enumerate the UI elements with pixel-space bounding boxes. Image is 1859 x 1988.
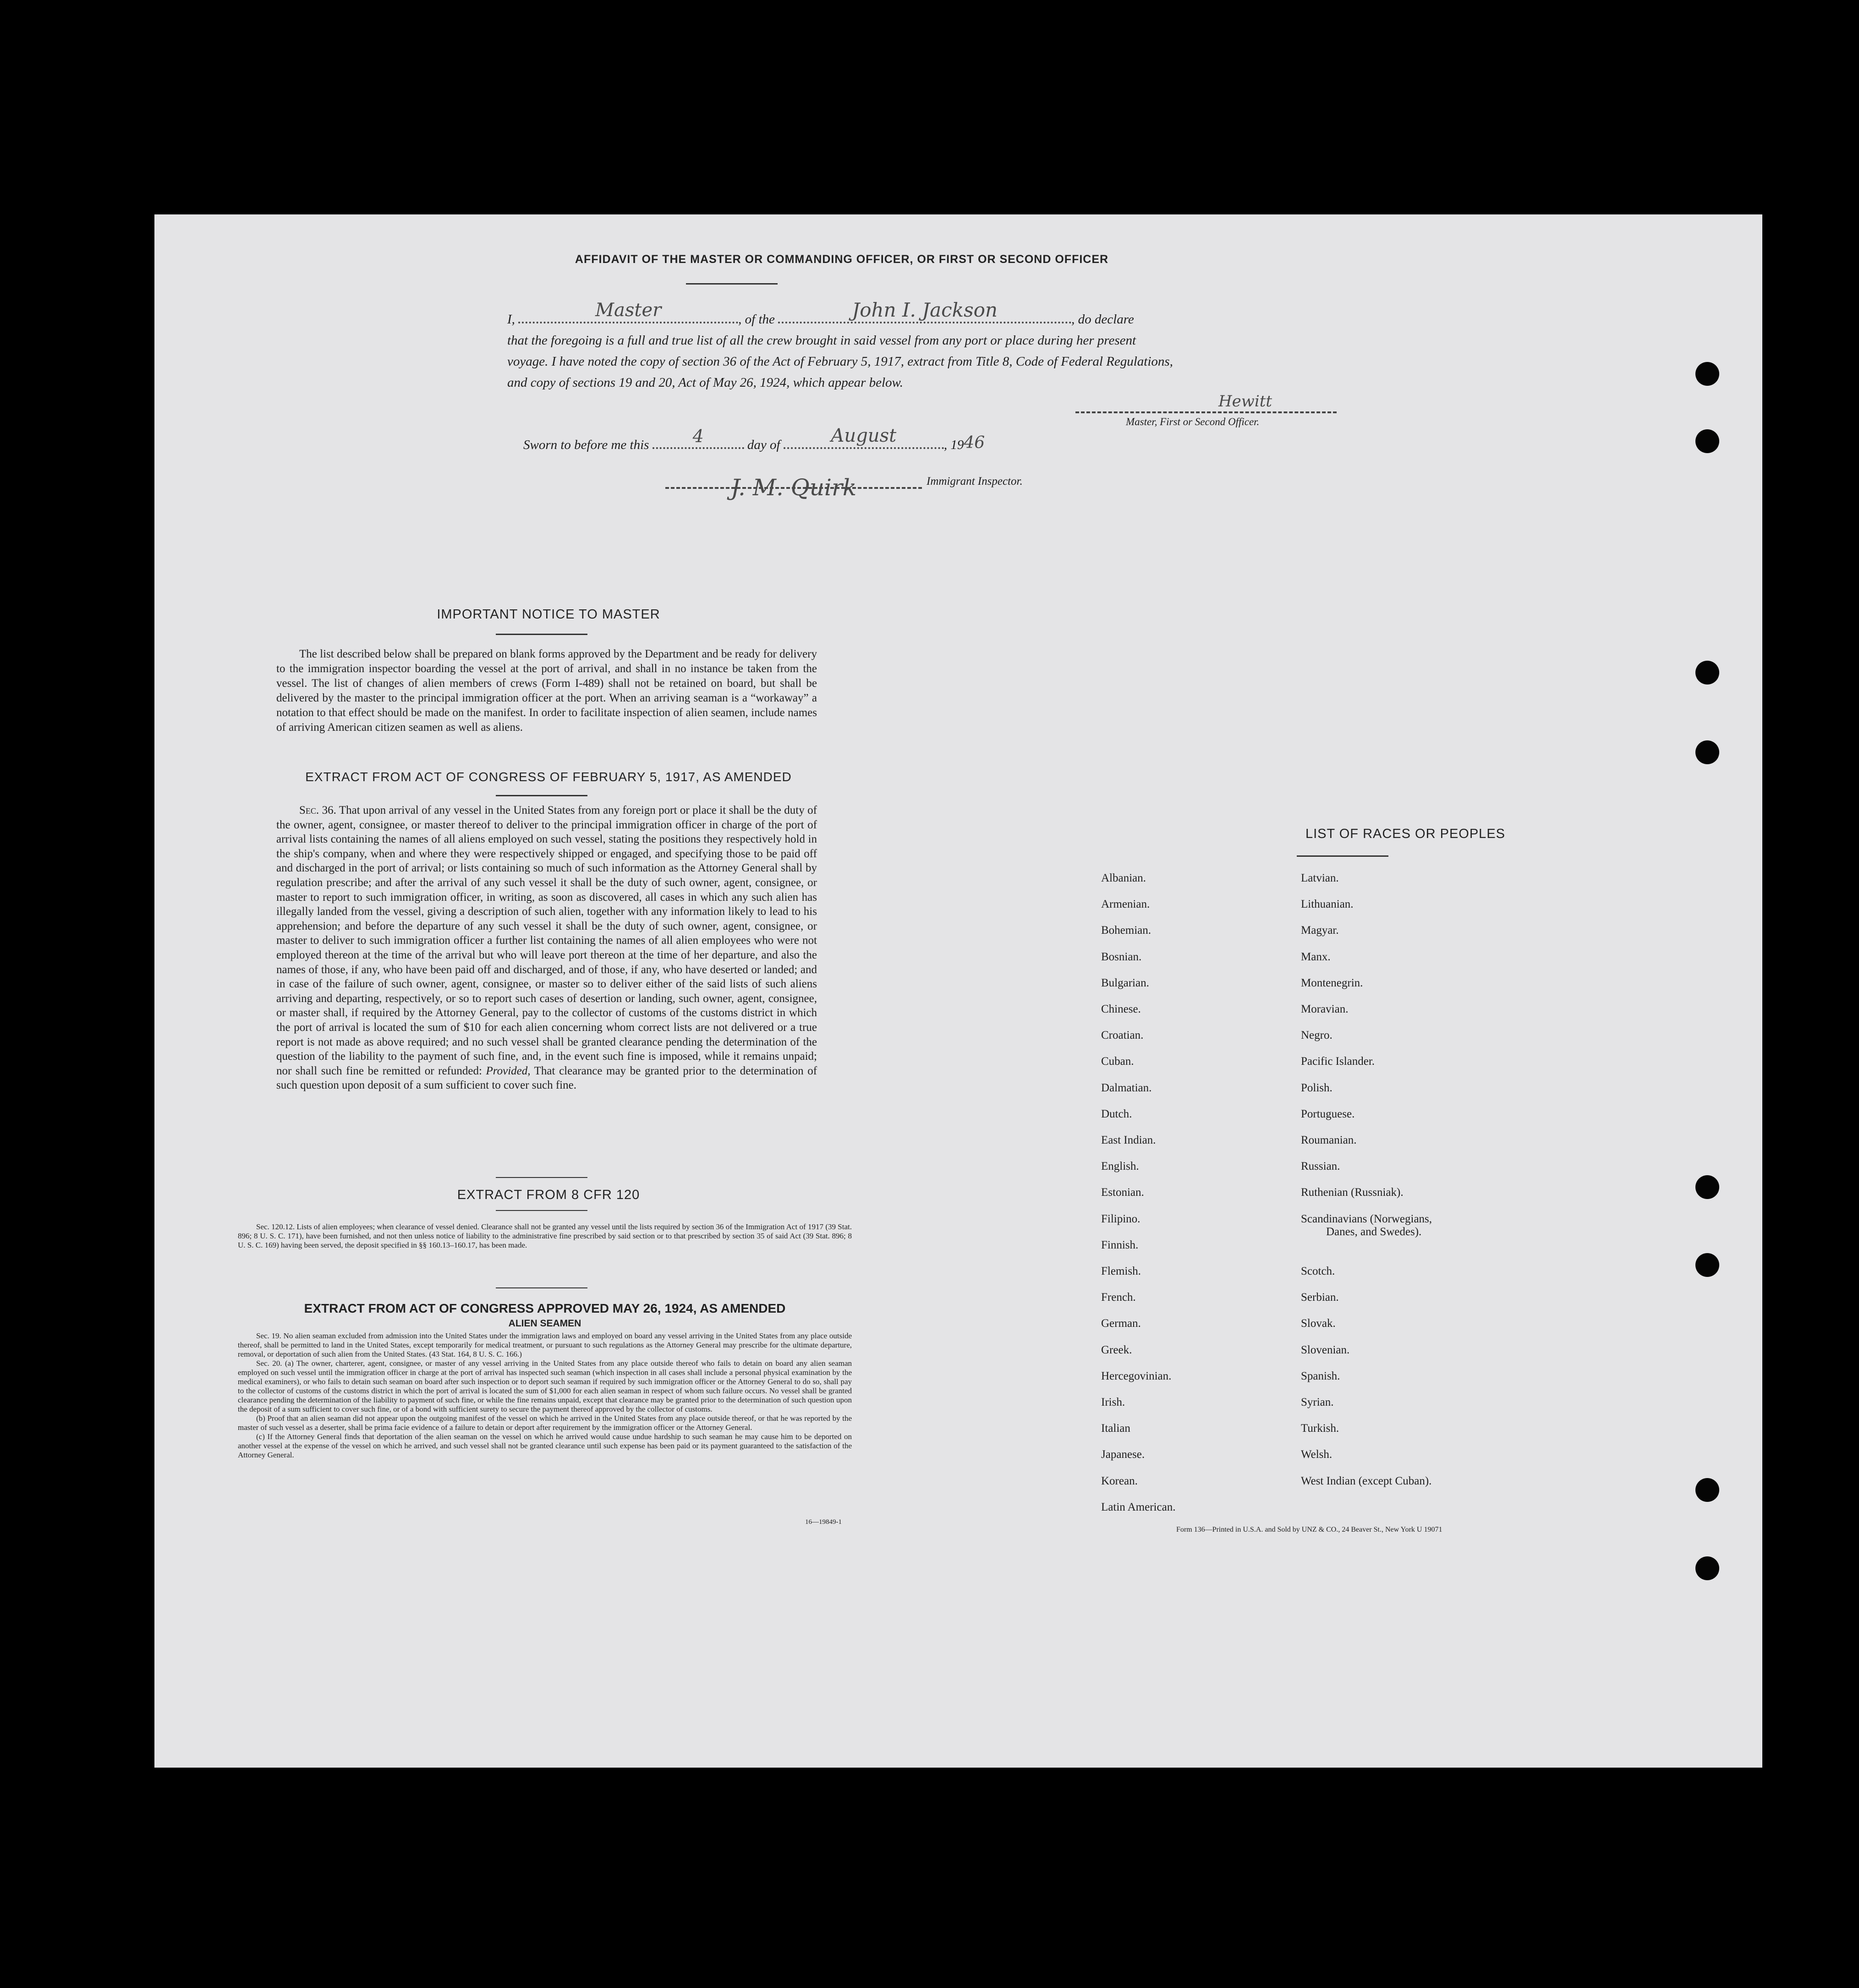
- race-item-right: Russian.: [1301, 1160, 1340, 1173]
- race-item-right: West Indian (except Cuban).: [1301, 1474, 1432, 1487]
- officer-handwriting: Master: [595, 300, 662, 321]
- sec-36-text: That upon arrival of any vessel in the United States from any foreign port or place it shall be the duty of the owner, agent, consignee, or master thereof to deliver to the principal immigration officer in charge of the port of arrival lists containing the names of all aliens employed on such vessel, stating the positions they respectively hold in the ship's company, when and where they were respectively shipped or engaged, and specifying those to be paid off and discharged in the port of arrival; or lists containing so much of such information as the Attorney General shall by regulation prescribe; and after the arrival of any such vessel it shall be the duty of such owner, agent, consignee, or master to report to such immigration officer, in writing, as soon as discovered, all cases in which any such alien has illegally landed from the vessel, giving a description of such alien, together with any information likely to lead to his apprehension; and before the departure of any such vessel it shall be the duty of such owner, agent, consignee, or master to deliver to such immigration officer a further list containing the names of all alien employees who were not employed thereon at the time of the arrival but who will leave port thereon at the time of her departure, and also the names of those, if any, who have been paid off and discharged, and of those, if any, who have deserted or landed; and in case of the failure of such owner, agent, consignee, or master so to deliver either of the said lists of such aliens arriving and departing, respectively, or so to report such cases of desertion or landing, such owner, agent, consignee, or master shall, if required by the Attorney General, pay to the collector of customs of the customs district in which the port of arrival is located the sum of $10 for each alien concerning whom correct lists are not delivered or a true report is not made as above required; and no such vessel shall be granted clearance pending the determination of the question of the liability to the payment of such fine, and, in the event such fine is imposed, while it remains unpaid; nor shall such fine be remitted or refunded:: [276, 804, 817, 1077]
- punch-hole: [1695, 1175, 1719, 1199]
- alien-seamen-subheading: ALIEN SEAMEN: [508, 1318, 581, 1329]
- form-page: [154, 214, 1762, 1768]
- sec-36-text-end: That clearance may be granted prior to the determination of such question upon deposit of a sum sufficient to cover such fine.: [276, 1064, 817, 1092]
- race-item-right: Ruthenian (Russniak).: [1301, 1186, 1404, 1199]
- sec-19-text: Sec. 19. No alien seaman excluded from admission into the United States under the immigration laws and employed on board any vessel arriving in the United States from any place outside thereof, shall be permitted to land in the United States, except temporarily for medical treatment, or pursuant to such regulations as the Attorney General may prescribe for the ultimate departure, removal, or deportation of such alien from the United States. (43 Stat. 164, 8 U. S. C. 166.): [238, 1331, 852, 1358]
- race-item-right: Latvian.: [1301, 872, 1339, 884]
- race-item-left: French.: [1101, 1291, 1136, 1304]
- punch-hole: [1695, 661, 1719, 685]
- punch-hole: [1695, 429, 1719, 453]
- race-item-right: Turkish.: [1301, 1422, 1339, 1435]
- affidavit-body: [507, 299, 1529, 393]
- affidavit-line1: [507, 299, 1529, 330]
- extract-1924-text: [238, 1331, 852, 1460]
- race-item-right: Serbian.: [1301, 1291, 1339, 1304]
- divider: [496, 795, 587, 796]
- race-item-left: Latin American.: [1101, 1501, 1176, 1513]
- master-signature-label: Master, First or Second Officer.: [1126, 416, 1260, 427]
- race-item-right: Roumanian.: [1301, 1134, 1357, 1146]
- sworn-day: 4: [692, 426, 704, 446]
- officer-field: [518, 300, 738, 323]
- race-item-left: English.: [1101, 1160, 1139, 1173]
- races-heading: LIST OF RACES OR PEOPLES: [1305, 827, 1506, 841]
- race-item-left: Filipino.: [1101, 1212, 1141, 1225]
- sec-20a-text: Sec. 20. (a) The owner, charterer, agent, consignee, or master of any vessel arriving in the United States from any place outside thereof who fails to detain on board any alien seaman employed on such vessel until the immigration officer in charge at the port of arrival has inspected such seaman (which inspection in all cases shall include a personal physical examination by the medical examiners), or who fails to detain such seaman on board after such inspection or to deport such seaman if required by such immigration officer or the Attorney General to do so, shall pay to the collector of customs of the customs district in which the port of arrival is located the sum of $1,000 for each alien seaman in respect of whom such failure occurs. No vessel shall be granted clearance pending the determination of the liability to payment of such fine, or while the fine remains unpaid, except that clearance may be granted prior to the determination of such question upon the deposit of a sum sufficient to cover such fine, or of a bond with sufficient surety to secure the payment thereof approved by the collector of customs.: [238, 1359, 852, 1413]
- race-item-left: Albanian.: [1101, 872, 1146, 884]
- race-item-right: Magyar.: [1301, 924, 1339, 937]
- sworn-text-b: day of: [747, 438, 780, 452]
- affidavit-line3: voyage. I have noted the copy of section 36 of the Act of February 5, 1917, extract from Title 8, Code of Federal Regulations,: [507, 354, 1173, 369]
- affidavit-line4: and copy of sections 19 and 20, Act of May 26, 1924, which appear below.: [507, 375, 903, 390]
- race-item-right: Scotch.: [1301, 1265, 1335, 1277]
- race-item-left: Finnish.: [1101, 1238, 1139, 1251]
- punch-hole: [1695, 1478, 1719, 1502]
- race-item-right: Syrian.: [1301, 1396, 1334, 1408]
- master-signature: Hewitt: [1218, 392, 1272, 411]
- race-item-left: Flemish.: [1101, 1265, 1141, 1277]
- printer-note: Form 136—Printed in U.S.A. and Sold by UNZ & CO., 24 Beaver St., New York U 19071: [1176, 1526, 1442, 1533]
- form-code: 16—19849-1: [805, 1518, 842, 1526]
- vessel-field: [778, 299, 1071, 323]
- sec-36-label: Sec. 36.: [299, 804, 336, 816]
- master-signature-line: [1075, 393, 1337, 413]
- divider: [686, 283, 778, 285]
- race-item-right: Montenegrin.: [1301, 976, 1363, 989]
- race-item-left: Bosnian.: [1101, 950, 1142, 963]
- race-item-left: Bohemian.: [1101, 924, 1152, 937]
- extract-1917-text: [276, 803, 817, 1093]
- text-of-the: , of the: [738, 312, 775, 327]
- extract-1917-heading: EXTRACT FROM ACT OF CONGRESS OF FEBRUARY 5, 1917, AS AMENDED: [305, 770, 792, 784]
- punch-hole: [1695, 1556, 1719, 1580]
- punch-hole: [1695, 362, 1719, 386]
- race-item-left: Hercegovinian.: [1101, 1369, 1172, 1382]
- race-item-left: Korean.: [1101, 1474, 1138, 1487]
- race-item-left: Bulgarian.: [1101, 976, 1149, 989]
- race-item-right: Pacific Islander.: [1301, 1055, 1375, 1068]
- divider: [496, 1177, 587, 1178]
- notice-text: The list described below shall be prepared on blank forms approved by the Department and be ready for delivery to the immigration inspector boarding the vessel at the port of arrival, and shall in no instance be taken from the vessel. The list of changes of alien members of crews (Form I-489) shall not be retained on board, but shall be delivered by the master to the principal immigration officer at the port. When an arriving seaman is a “workaway” a notation to that effect should be made on the manifest. In order to facilitate inspection of alien seamen, include names of arriving American citizen seamen as well as aliens.: [276, 648, 817, 734]
- race-item-right: Welsh.: [1301, 1448, 1333, 1461]
- race-item-left: Greek.: [1101, 1343, 1132, 1356]
- race-item-left: Cuban.: [1101, 1055, 1134, 1068]
- sworn-text-c: , 19: [943, 438, 964, 452]
- race-item-left: Dutch.: [1101, 1107, 1132, 1120]
- sec-20b-text: (b) Proof that an alien seaman did not appear upon the outgoing manifest of the vessel on which he arrived in the United States from any place outside thereof, or that he was reported by the master of such vessel as a deserter, shall be prima facie evidence of a failure to detain or deport after requirement by the immigration officer or the Attorney General.: [238, 1414, 852, 1432]
- race-item-left: Irish.: [1101, 1396, 1125, 1408]
- divider: [1297, 855, 1388, 857]
- race-item-right: Lithuanian.: [1301, 898, 1354, 911]
- inspector-label: Immigrant Inspector.: [927, 475, 1023, 487]
- race-item-right: Moravian.: [1301, 1003, 1349, 1015]
- race-item-right: Spanish.: [1301, 1369, 1340, 1382]
- punch-hole: [1695, 740, 1719, 764]
- race-item-left: Chinese.: [1101, 1003, 1141, 1015]
- inspector-signature: J. M. Quirk: [730, 474, 857, 501]
- race-item-right: Polish.: [1301, 1081, 1333, 1094]
- race-item-right: Scandinavians (Norwegians,: [1301, 1212, 1432, 1225]
- race-item-right: Slovak.: [1301, 1317, 1336, 1330]
- divider: [496, 1210, 587, 1211]
- race-item-right: Portuguese.: [1301, 1107, 1355, 1120]
- race-item-right: Negro.: [1301, 1029, 1333, 1042]
- race-item-left: Estonian.: [1101, 1186, 1144, 1199]
- divider: [496, 1287, 587, 1288]
- affidavit-heading: AFFIDAVIT OF THE MASTER OR COMMANDING OFFICER, OR FIRST OR SECOND OFFICER: [575, 253, 1109, 266]
- sec-36-provided: Provided,: [486, 1064, 531, 1077]
- race-item-left: Armenian.: [1101, 898, 1150, 911]
- extract-1924-heading: EXTRACT FROM ACT OF CONGRESS APPROVED MAY 26, 1924, AS AMENDED: [304, 1301, 786, 1315]
- vessel-handwriting: John I. Jackson: [852, 299, 998, 321]
- race-item-left: Japanese.: [1101, 1448, 1145, 1461]
- extract-cfr-text: Sec. 120.12. Lists of alien employees; when clearance of vessel denied. Clearance shall not be granted any vessel until the lists required by section 36 of the Immigration Act of 1917 (39 Stat. 896; 8 U. S. C. 171), have been furnished, and not then unless notice of liability to the administrative fine prescribed by said section or to that prescribed by section 35 of said Act (39 Stat. 896; 8 U. S. C. 169) having been served, the deposit specified in §§ 160.13–160.17, has been made.: [238, 1222, 852, 1249]
- race-item-left: Croatian.: [1101, 1029, 1144, 1042]
- punch-hole: [1695, 1253, 1719, 1277]
- race-item-left: Italian: [1101, 1422, 1130, 1435]
- sworn-month-field: [784, 425, 944, 449]
- race-item-right: Slovenian.: [1301, 1343, 1350, 1356]
- notice-heading: IMPORTANT NOTICE TO MASTER: [437, 607, 660, 622]
- race-item-left: Dalmatian.: [1101, 1081, 1152, 1094]
- extract-cfr-heading: EXTRACT FROM 8 CFR 120: [457, 1188, 640, 1202]
- sworn-day-field: [653, 426, 744, 449]
- text-i: I,: [507, 312, 515, 327]
- race-item-right: Manx.: [1301, 950, 1331, 963]
- sec-20c-text: (c) If the Attorney General finds that deportation of the alien seaman on the vessel on which he arrived would cause undue hardship to such seaman he may cause him to be deported on another vessel at the expense of the vessel on which he arrived, and such vessel shall not be granted clearance until such expense has been paid or its payment guaranteed to the satisfaction of the Attorney General.: [238, 1432, 852, 1459]
- race-item-left: German.: [1101, 1317, 1141, 1330]
- sworn-line: [523, 425, 985, 453]
- text-do-declare: , do declare: [1071, 312, 1134, 327]
- sworn-year: 46: [964, 433, 985, 452]
- divider: [496, 634, 587, 635]
- sworn-text-a: Sworn to before me this: [523, 438, 649, 452]
- inspector-signature-line: [665, 469, 922, 501]
- race-item-left: East Indian.: [1101, 1134, 1156, 1146]
- race-item-cont: Danes, and Swedes).: [1326, 1226, 1422, 1238]
- sworn-month: August: [831, 425, 897, 446]
- affidavit-line2: that the foregoing is a full and true list of all the crew brought in said vessel from any port or place during her present: [507, 333, 1136, 348]
